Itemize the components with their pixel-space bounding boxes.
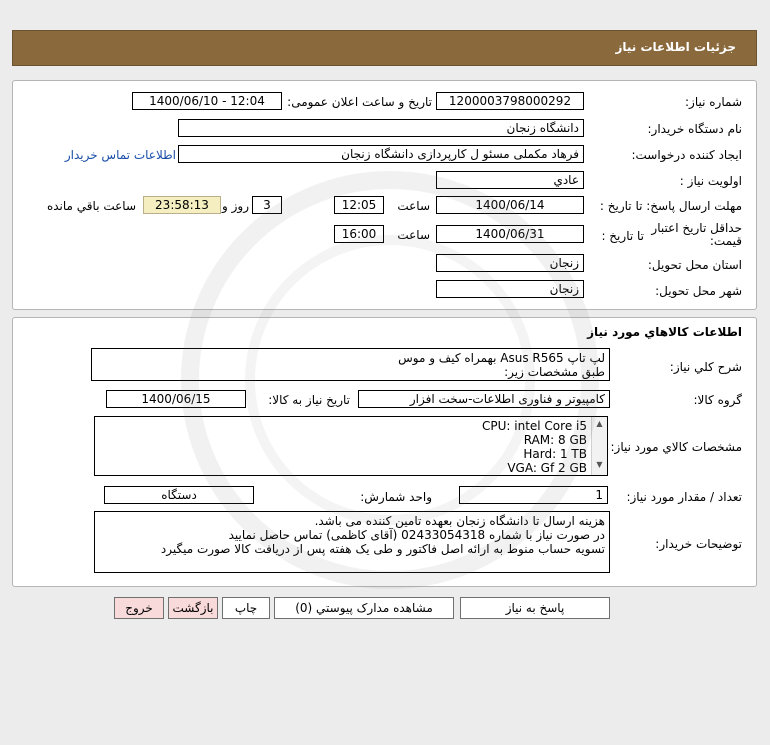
unit-field[interactable]: دستگاه — [104, 486, 254, 504]
priority-field[interactable]: عادي — [436, 171, 584, 189]
city-field[interactable]: زنجان — [436, 280, 584, 298]
announce-datetime-field[interactable]: 1400/06/10 - 12:04 — [132, 92, 282, 110]
send-deadline-date-field[interactable]: 1400/06/14 — [436, 196, 584, 214]
province-field[interactable]: زنجان — [436, 254, 584, 272]
desc-line-2: در صورت نیاز با شماره 02433054318 (آقای کاظمی) تماس حاصل نمایید — [228, 528, 605, 542]
specs-scrollbar[interactable] — [591, 417, 607, 475]
priority-label: اولويت نياز : — [679, 174, 742, 188]
unit-label: واحد شمارش: — [360, 490, 432, 504]
announce-label: تاريخ و ساعت اعلان عمومی: — [287, 95, 432, 109]
send-time-label: ساعت — [397, 199, 430, 213]
need-date-label: تاريخ نياز به کالا: — [268, 393, 350, 407]
summary-label: شرح کلي نياز: — [669, 360, 742, 374]
summary-field[interactable] — [91, 348, 610, 381]
buyer-desc-label: توضيحات خريدار: — [655, 537, 742, 551]
back-button[interactable]: بازگشت — [168, 597, 218, 619]
send-deadline-time-field[interactable]: 12:05 — [334, 196, 384, 214]
scroll-up-icon[interactable]: ▲ — [596, 419, 603, 428]
details-panel — [12, 80, 757, 310]
group-label: گروه کالا: — [693, 393, 742, 407]
need-date-field[interactable]: 1400/06/15 — [106, 390, 246, 408]
buyer-org-label: نام دستگاه خريدار: — [647, 122, 742, 136]
quantity-label: تعداد / مقدار مورد نياز: — [626, 490, 742, 504]
buyer-contact-link[interactable]: اطلاعات تماس خريدار — [64, 148, 176, 162]
buyer-org-field[interactable]: دانشگاه زنجان — [178, 119, 584, 137]
spec-line: Hard: 1 TB — [523, 447, 587, 461]
specs-label: مشخصات کالاي مورد نياز: — [610, 440, 742, 454]
need-number-label: شماره نياز: — [685, 95, 742, 109]
page-title-bar — [12, 30, 757, 66]
validity-date-field[interactable]: 1400/06/31 — [436, 225, 584, 243]
days-label: روز و — [222, 199, 249, 213]
page-title: جزئيات اطلاعات نياز — [615, 40, 736, 54]
spec-line: VGA: Gf 2 GB — [507, 461, 587, 475]
desc-line-1: هزینه ارسال تا دانشگاه زنجان بعهده تامین کننده می باشد. — [314, 514, 605, 528]
validity-label: حداقل تاريخ اعتبار قيمت: — [651, 221, 742, 248]
city-label: شهر محل تحويل: — [655, 284, 742, 298]
send-deadline-label: مهلت ارسال پاسخ: تا تاریخ : — [599, 199, 742, 213]
exit-button[interactable]: خروج — [114, 597, 164, 619]
spec-line: RAM: 8 GB — [523, 433, 587, 447]
summary-line-2: طبق مشخصات زیر: — [504, 365, 605, 379]
quantity-field[interactable]: 1 — [459, 486, 608, 504]
group-field[interactable]: کامپیوتر و فناوری اطلاعات-سخت افزار — [358, 390, 610, 408]
buyer-desc-field[interactable] — [94, 511, 610, 573]
specs-list[interactable] — [94, 416, 608, 476]
remaining-time-display: 23:58:13 — [143, 196, 221, 214]
need-number-field[interactable]: 1200003798000292 — [436, 92, 584, 110]
validity-to-label: تا تاریخ : — [601, 229, 644, 243]
province-label: استان محل تحويل: — [647, 258, 742, 272]
days-remaining-field[interactable]: 3 — [252, 196, 282, 214]
scroll-down-icon[interactable]: ▼ — [596, 460, 603, 469]
summary-line-1: لپ تاپ Asus R565 بهمراه کیف و موس — [398, 351, 605, 365]
creator-label: ايجاد کننده درخواست: — [631, 148, 742, 162]
reply-button[interactable]: پاسخ به نياز — [460, 597, 610, 619]
creator-field[interactable]: فرهاد مکملی مسئو ل کارپردازی دانشگاه زنجان — [178, 145, 584, 163]
desc-line-3: تسویه حساب منوط به ارائه اصل فاکتور و طی یک هفته پس از دریافت کالا صورت میگیرد — [160, 542, 605, 556]
remaining-time-label: ساعت باقي مانده — [46, 199, 136, 213]
goods-section-title: اطلاعات کالاهاي مورد نياز — [587, 325, 742, 339]
print-button[interactable]: چاپ — [222, 597, 270, 619]
validity-time-label: ساعت — [397, 228, 430, 242]
view-attachments-button[interactable]: مشاهده مدارک پيوستي (0) — [274, 597, 454, 619]
spec-line: CPU: intel Core i5 — [482, 419, 587, 433]
validity-time-field[interactable]: 16:00 — [334, 225, 384, 243]
